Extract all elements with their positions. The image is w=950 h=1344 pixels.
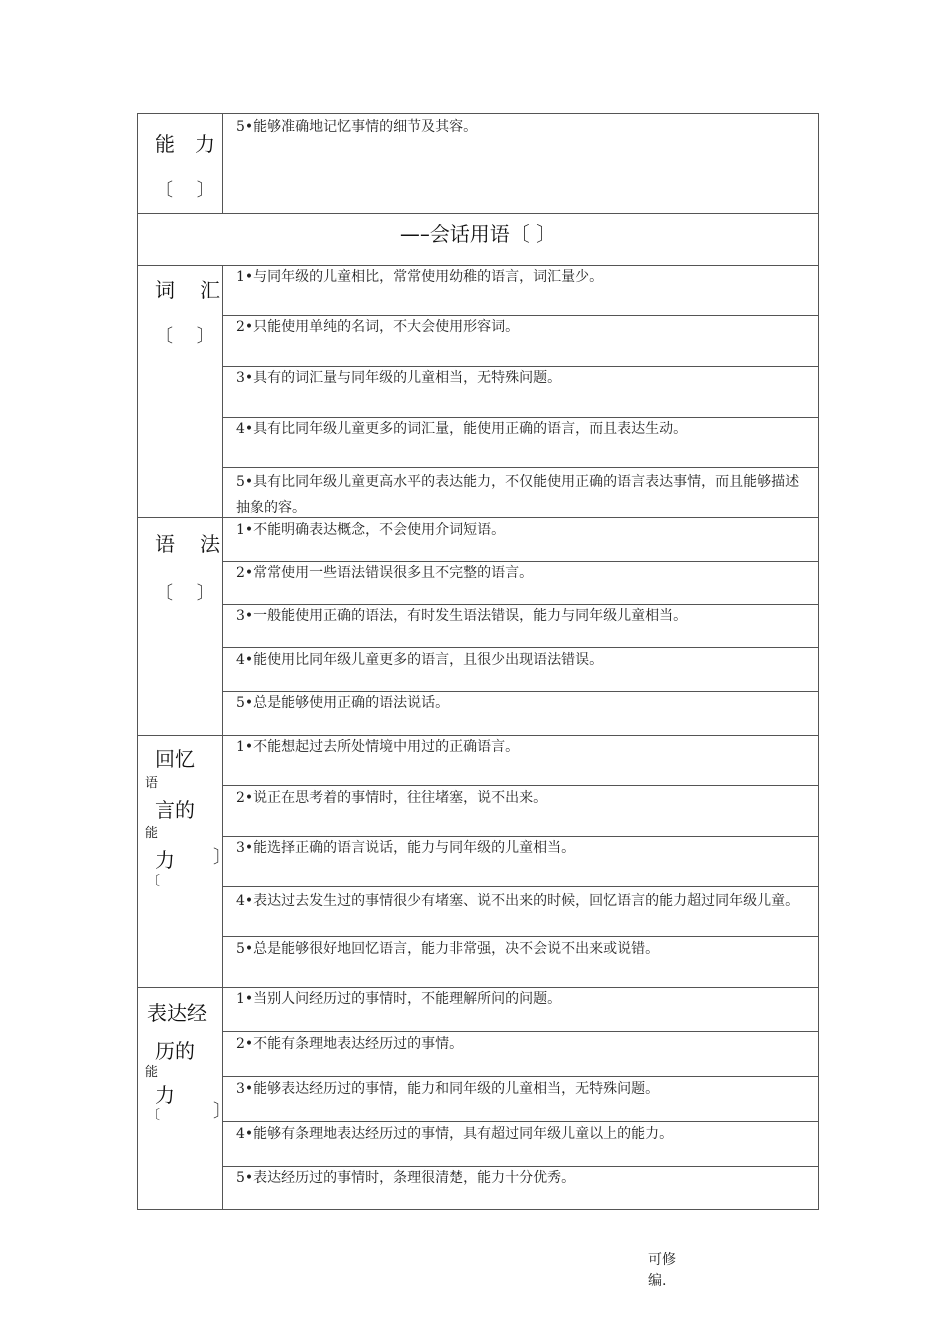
recall-item: 4•表达过去发生过的事情很少有堵塞、说不出来的时候，回忆语言的能力超过同年级儿童。 [236, 893, 800, 909]
ability-label-char2: 力 [195, 132, 215, 156]
section-title: —–会话用语〔 〕 [399, 222, 557, 246]
vocabulary-item: 2•只能使用单纯的名词，不大会使用形容词。 [236, 319, 520, 335]
experience-bracket-close: 〕 [213, 1101, 231, 1122]
experience-item: 4•能够有条理地表达经历过的事情，具有超过同年级儿童以上的能力。 [236, 1126, 674, 1142]
experience-bracket-open: 〔 [147, 1108, 161, 1123]
footer-line1: 可修 [648, 1252, 676, 1268]
row-divider [137, 213, 819, 214]
recall-item: 5•总是能够很好地回忆语言，能力非常强，决不会说不出来或说错。 [236, 941, 660, 957]
recall-label-fragment: 语 [145, 776, 159, 791]
grammar-item: 1•不能明确表达概念，不会使用介词短语。 [236, 522, 506, 538]
ability-label-char1: 能 [155, 132, 175, 156]
grammar-item: 4•能使用比同年级儿童更多的语言，且很少出现语法错误。 [236, 652, 604, 668]
footer-line2: 编. [648, 1273, 667, 1289]
vocabulary-bracket: 〔 〕 [155, 326, 215, 347]
experience-item: 3•能够表达经历过的事情，能力和同年级的儿童相当，无特殊问题。 [236, 1081, 660, 1097]
grammar-label-char2: 法 [200, 532, 220, 556]
experience-label-line3: 力 [155, 1083, 175, 1107]
experience-label-line2: 历的 [155, 1039, 195, 1063]
experience-item: 5•表达经历过的事情时，条理很清楚，能力十分优秀。 [236, 1170, 576, 1186]
ability-bracket: 〔 〕 [155, 180, 215, 201]
vocabulary-label-char1: 词 [155, 278, 175, 302]
cell-divider [222, 886, 819, 887]
recall-bracket-open: 〔 [147, 874, 161, 889]
vocabulary-item: 1•与同年级的儿童相比，常常使用幼稚的语言，词汇量少。 [236, 269, 604, 285]
experience-item: 2•不能有条理地表达经历过的事情。 [236, 1036, 464, 1052]
recall-label-line3: 力 [155, 848, 175, 872]
recall-item: 2•说正在思考着的事情时，往往堵塞，说不出来。 [236, 790, 548, 806]
grammar-bracket: 〔 〕 [155, 583, 215, 604]
experience-label-line1: 表达经 [147, 1001, 207, 1025]
recall-bracket-close: 〕 [213, 847, 231, 868]
grammar-label-char1: 语 [155, 532, 175, 556]
grammar-item: 2•常常使用一些语法错误很多且不完整的语言。 [236, 565, 534, 581]
recall-item: 1•不能想起过去所处情境中用过的正确语言。 [236, 739, 520, 755]
experience-label-fragment: 能 [145, 1065, 159, 1080]
recall-label-line2: 言的 [155, 798, 195, 822]
recall-label-fragment: 能 [145, 826, 159, 841]
column-divider [222, 265, 223, 1210]
recall-item: 3•能选择正确的语言说话，能力与同年级的儿童相当。 [236, 840, 576, 856]
column-divider [222, 113, 223, 213]
grammar-item: 3•一般能使用正确的语法，有时发生语法错误，能力与同年级儿童相当。 [236, 608, 688, 624]
cell-divider [222, 467, 819, 468]
ability-item-5: 5•能够准确地记忆事情的细节及其容。 [236, 119, 478, 135]
grammar-item: 5•总是能够使用正确的语法说话。 [236, 695, 450, 711]
vocabulary-item: 4•具有比同年级儿童更多的词汇量，能使用正确的语言，而且表达生动。 [236, 421, 688, 437]
vocabulary-item: 3•具有的词汇量与同年级的儿童相当，无特殊问题。 [236, 370, 562, 386]
experience-item: 1•当别人问经历过的事情时，不能理解所问的问题。 [236, 991, 562, 1007]
footer-note [648, 1250, 708, 1292]
recall-label-line1: 回忆 [155, 747, 195, 771]
vocabulary-item: 5•具有比同年级儿童更高水平的表达能力，不仅能使用正确的语言表达事情，而且能够描述抽象的容。 [236, 474, 800, 516]
vocabulary-label-char2: 汇 [200, 278, 220, 302]
